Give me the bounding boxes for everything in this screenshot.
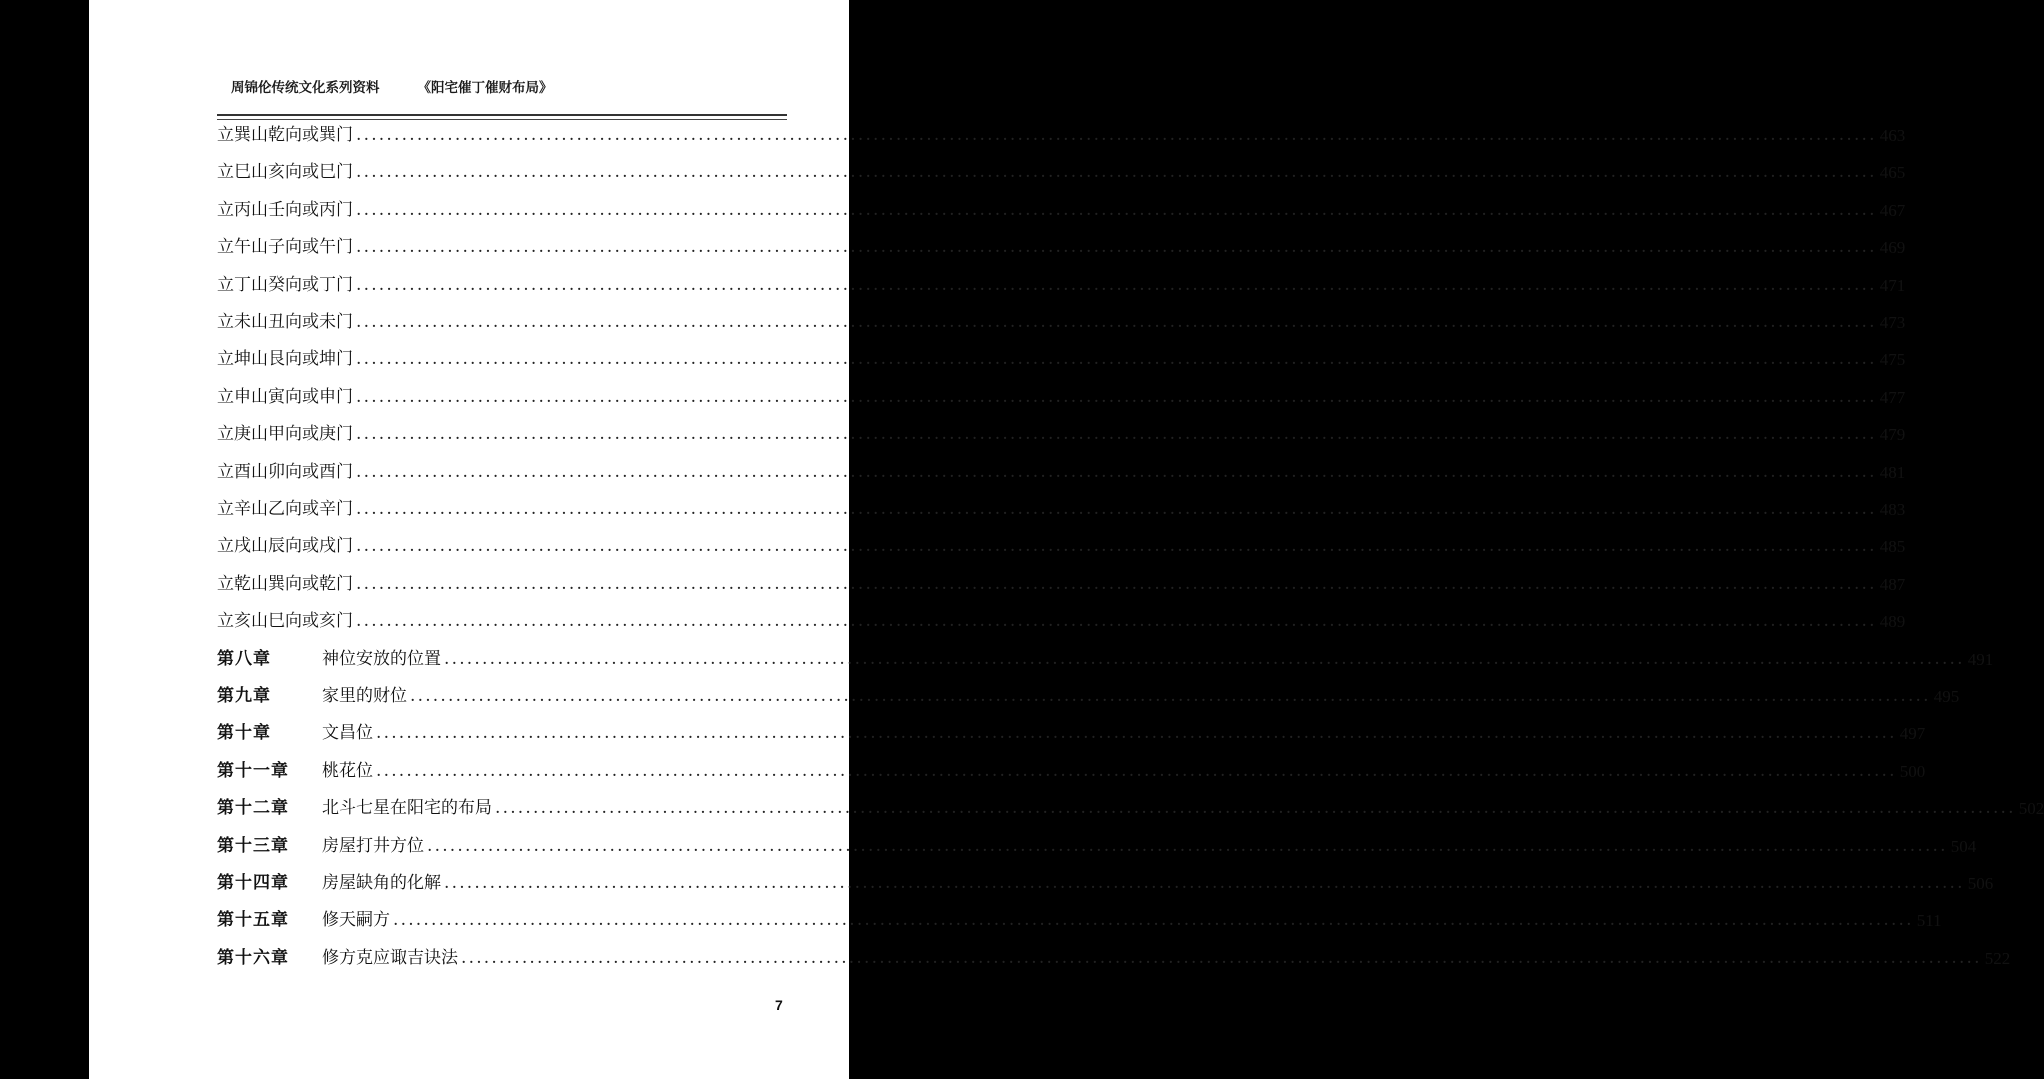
toc-entry: [217, 379, 1906, 416]
document-page: [89, 0, 2044, 1079]
toc-entry-title: 立午山子向或午门: [217, 237, 353, 258]
toc-page-number: 504: [1950, 836, 1977, 856]
toc-entry-title: 桃花位: [322, 760, 373, 781]
toc-entry: [217, 304, 1906, 341]
toc-entry: [217, 678, 1960, 715]
toc-page-number: 463: [1879, 126, 1906, 145]
toc-entry: [217, 267, 1906, 304]
toc-entry: [217, 454, 1906, 491]
toc-entry-title: 立辛山乙向或辛门: [217, 499, 353, 519]
toc-chapter-label: 第十三章: [217, 835, 289, 856]
toc-page-number: 506: [1967, 874, 1994, 893]
toc-entry-title: 文昌位: [322, 723, 373, 744]
toc-dot-leader: ........................................................................................................................................................................................................: [356, 386, 1877, 407]
toc-page-number: 481: [1879, 462, 1906, 482]
toc-entry-title: 立戌山辰向或戌门: [217, 536, 353, 557]
toc-entry-title: 立巳山亥向或巳门: [217, 162, 353, 183]
toc-entry: [217, 192, 1906, 229]
toc-entry: [217, 341, 1906, 378]
toc-entry: [217, 229, 1906, 266]
toc-chapter-label: 第十五章: [217, 910, 289, 931]
toc-dot-leader: ........................................................................................................................................................................................................: [356, 237, 1877, 258]
toc-entry-title: 修方克应诹吉诀法: [322, 947, 458, 968]
toc-entry: [217, 902, 1942, 939]
header-book-title: 《阳宅催丁催财布局》: [417, 80, 553, 96]
toc-entry-title: 修天嗣方: [322, 910, 390, 931]
header-rule: [217, 114, 787, 116]
toc-dot-leader: ........................................................................................................................................................................................................: [356, 573, 1877, 594]
toc-page-number: 479: [1879, 425, 1906, 445]
toc-dot-leader: ........................................................................................................................................................................................................: [461, 947, 1982, 968]
toc-page-number: 502: [2018, 799, 2044, 819]
toc-page-number: 495: [1933, 687, 1960, 706]
toc-dot-leader: ........................................................................................................................................................................................................: [356, 611, 1877, 632]
toc-dot-leader: ........................................................................................................................................................................................................: [444, 873, 1965, 893]
toc-chapter-label: 第九章: [217, 686, 271, 706]
toc-entry-title: 房屋缺角的化解: [322, 873, 441, 893]
toc-page-number: 465: [1879, 163, 1906, 183]
toc-entry: [217, 491, 1906, 528]
toc-page-number: 467: [1879, 200, 1906, 220]
toc-entry-title: 立申山寅向或申门: [217, 386, 353, 407]
toc-dot-leader: ........................................................................................................................................................................................................: [356, 536, 1877, 557]
toc-page-number: 522: [1984, 948, 2011, 968]
toc-dot-leader: ........................................................................................................................................................................................................: [356, 199, 1877, 220]
page-number: 7: [775, 997, 783, 1013]
toc-entry-title: 立酉山卯向或酉门: [217, 461, 353, 482]
toc-entry-title: 立丁山癸向或丁门: [217, 274, 353, 295]
toc-entry-title: 神位安放的位置: [322, 648, 441, 669]
toc-dot-leader: ........................................................................................................................................................................................................: [376, 760, 1897, 781]
toc-chapter-label: 第十一章: [217, 760, 289, 781]
toc-entry-title: 立亥山巳向或亥门: [217, 611, 353, 632]
toc-dot-leader: ........................................................................................................................................................................................................: [356, 125, 1877, 145]
toc-dot-leader: ........................................................................................................................................................................................................: [356, 312, 1877, 332]
toc-page-number: 497: [1899, 724, 1926, 744]
toc-dot-leader: ........................................................................................................................................................................................................: [356, 499, 1877, 519]
toc-dot-leader: ........................................................................................................................................................................................................: [495, 798, 2016, 819]
toc-entry: [217, 715, 1926, 752]
toc-page-number: 500: [1899, 761, 1926, 781]
running-header: [231, 76, 553, 96]
toc-entry-title: 立庚山甲向或庚门: [217, 424, 353, 445]
toc-chapter-label: 第十章: [217, 723, 271, 744]
toc-chapter-label: 第八章: [217, 648, 271, 669]
toc-dot-leader: ........................................................................................................................................................................................................: [393, 910, 1914, 931]
toc-page-number: 491: [1967, 649, 1994, 669]
toc-entry: [217, 528, 1906, 565]
toc-chapter-label: 第十四章: [217, 873, 289, 893]
toc-page-number: 471: [1879, 275, 1906, 295]
toc-entry: [217, 940, 2011, 977]
toc-entry-title: 家里的财位: [322, 686, 407, 706]
toc-dot-leader: ........................................................................................................................................................................................................: [356, 349, 1877, 370]
toc-entry-title: 立坤山艮向或坤门: [217, 349, 353, 370]
toc-entry: [217, 603, 1906, 640]
toc-page-number: 485: [1879, 537, 1906, 557]
toc-entry-title: 房屋打井方位: [322, 835, 424, 856]
toc-dot-leader: ........................................................................................................................................................................................................: [356, 274, 1877, 295]
toc-page-number: 477: [1879, 387, 1906, 407]
toc-entry-title: 立丙山壬向或丙门: [217, 199, 353, 220]
toc-chapter-label: 第十六章: [217, 947, 289, 968]
toc-entry-title: 立未山丑向或未门: [217, 312, 353, 332]
toc-entry: [217, 416, 1906, 453]
toc-page-number: 487: [1879, 574, 1906, 594]
toc-dot-leader: ........................................................................................................................................................................................................: [356, 162, 1877, 183]
toc-page-number: 489: [1879, 612, 1906, 632]
toc-page-number: 469: [1879, 238, 1906, 258]
toc-entry: [217, 641, 1994, 678]
toc-entry: [217, 117, 1906, 154]
toc-page-number: 473: [1879, 313, 1906, 332]
toc-entry: [217, 865, 1994, 902]
header-series: 周锦伦传统文化系列资料: [231, 80, 380, 96]
toc-dot-leader: ........................................................................................................................................................................................................: [410, 686, 1931, 706]
toc-page-number: 511: [1916, 911, 1942, 931]
toc-chapter-label: 第十二章: [217, 798, 289, 819]
toc-entry: [217, 566, 1906, 603]
toc-dot-leader: ........................................................................................................................................................................................................: [376, 723, 1897, 744]
toc-entry: [217, 828, 1977, 865]
toc-dot-leader: ........................................................................................................................................................................................................: [356, 461, 1877, 482]
toc-dot-leader: ........................................................................................................................................................................................................: [427, 835, 1948, 856]
toc-page-number: 483: [1879, 500, 1906, 519]
toc-page-number: 475: [1879, 350, 1906, 370]
toc-entry-title: 立巽山乾向或巽门: [217, 125, 353, 145]
toc-entry: [217, 790, 2044, 827]
toc-entry: [217, 753, 1926, 790]
toc-dot-leader: ........................................................................................................................................................................................................: [356, 424, 1877, 445]
toc-entry-title: 立乾山巽向或乾门: [217, 573, 353, 594]
toc-entry-title: 北斗七星在阳宅的布局: [322, 798, 492, 819]
toc-dot-leader: ........................................................................................................................................................................................................: [444, 648, 1965, 669]
toc-entry: [217, 154, 1906, 191]
